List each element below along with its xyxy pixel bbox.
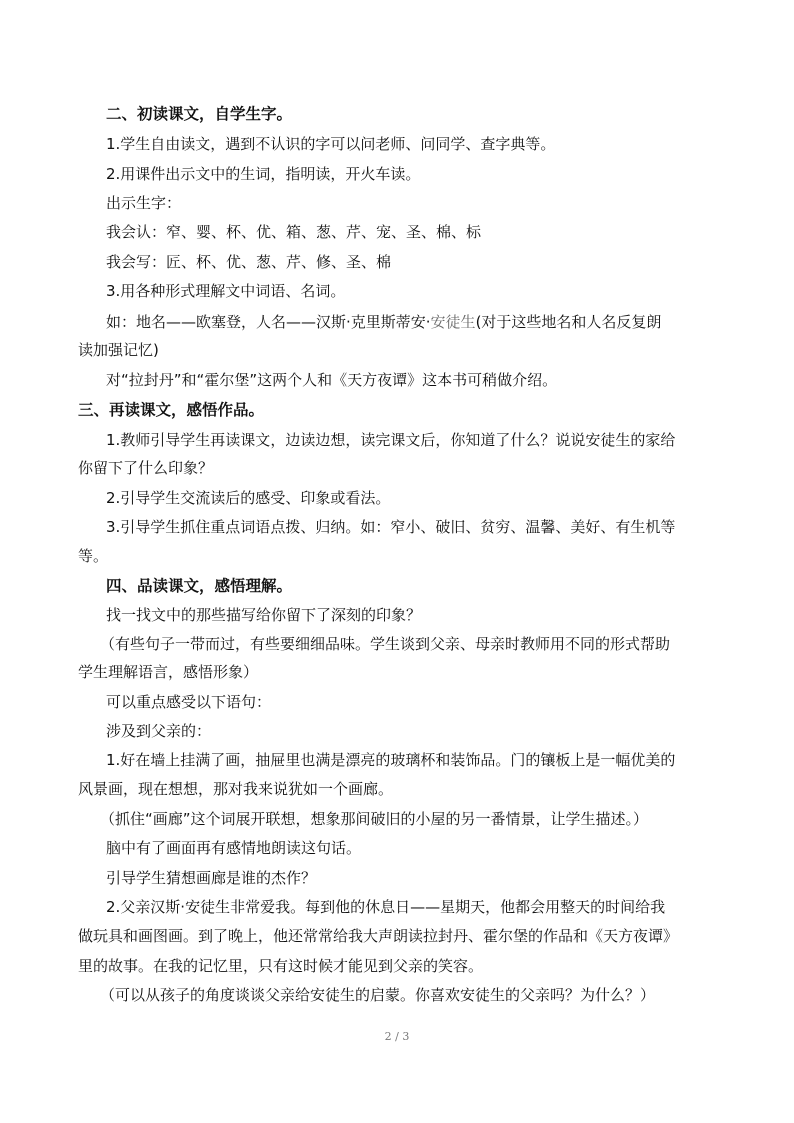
paragraph-line: 我会写：匠、杯、优、葱、芹、修、圣、棉 <box>106 253 392 271</box>
paragraph-line: 2.引导学生交流读后的感受、印象或看法。 <box>106 489 391 507</box>
paragraph-line: 引导学生猜想画廊是谁的杰作？ <box>106 869 317 887</box>
paragraph-line: 脑中有了画面再有感情地朗读这句话。 <box>106 839 362 857</box>
paragraph-line: 出示生字： <box>106 194 182 212</box>
paragraph-line: 学生理解语言，感悟形象） <box>78 663 259 681</box>
paragraph-line: 风景画，现在想想，那对我来说犹如一个画廊。 <box>78 780 394 798</box>
paragraph-line: （有些句子一带而过，有些要细细品味。学生谈到父亲、母亲时教师用不同的形式帮助 <box>100 635 671 653</box>
paragraph-line: 2.父亲汉斯·安徒生非常爱我。每到他的休息日——星期天，他都会用整天的时间给我 <box>106 898 666 916</box>
paragraph-line: 3.用各种形式理解文中词语、名词。 <box>106 282 346 300</box>
paragraph-line: 1.学生自由读文，遇到不认识的字可以问老师、问同学、查字典等。 <box>106 135 556 153</box>
paragraph-line: 涉及到父亲的： <box>106 722 212 740</box>
paragraph-line: 你留下了什么印象？ <box>78 459 214 477</box>
paragraph-line: （可以从孩子的角度谈谈父亲给安徒生的启蒙。你喜欢安徒生的父亲吗？为什么？） <box>100 986 656 1004</box>
paragraph-line: 等。 <box>78 547 109 565</box>
paragraph-line: 2.用课件出示文中的生词，指明读，开火车读。 <box>106 165 421 183</box>
paragraph-line: 1.教师引导学生再读课文，边读边想，读完课文后，你知道了什么？说说安徒生的家给 <box>106 431 676 449</box>
section-heading-4: 四、品读课文，感悟理解。 <box>106 577 293 595</box>
section-heading-2: 二、初读课文，自学生字。 <box>106 105 293 123</box>
paragraph-line: 我会认：窄、婴、杯、优、箱、葱、芹、宠、圣、棉、标 <box>106 223 482 241</box>
paragraph-line: 对“拉封丹”和“霍尔堡”这两个人和《天方夜谭》这本书可稍做介绍。 <box>106 371 558 389</box>
paragraph-line: 1.好在墙上挂满了画，抽屉里也满是漂亮的玻璃杯和装饰品。门的镶板上是一幅优美的 <box>106 751 676 769</box>
paragraph-line: 可以重点感受以下语句： <box>106 693 272 711</box>
paragraph-line: （抓住“画廊”这个词展开联想，想象那间破旧的小屋的另一番情景，让学生描述。） <box>100 810 649 828</box>
page-number: 2 / 3 <box>384 1030 410 1043</box>
paragraph-line: 里的故事。在我的记忆里，只有这时候才能见到父亲的笑容。 <box>78 957 484 975</box>
paragraph-line: 3.引导学生抓住重点词语点拨、归纳。如：窄小、破旧、贫穷、温馨、美好、有生机等 <box>106 518 676 536</box>
paragraph-line: 找一找文中的那些描写给你留下了深刻的印象？ <box>106 606 422 624</box>
paragraph-line: 做玩具和画图画。到了晚上，他还常常给我大声朗读拉封丹、霍尔堡的作品和《天方夜谭》 <box>78 927 679 945</box>
paragraph-line: 读加强记忆) <box>78 341 159 359</box>
paragraph-line: 如：地名——欧塞登，人名——汉斯·克里斯蒂安·安徒生(对于这些地名和人名反复朗 <box>106 313 662 331</box>
section-heading-3: 三、再读课文，感悟作品。 <box>78 401 265 419</box>
